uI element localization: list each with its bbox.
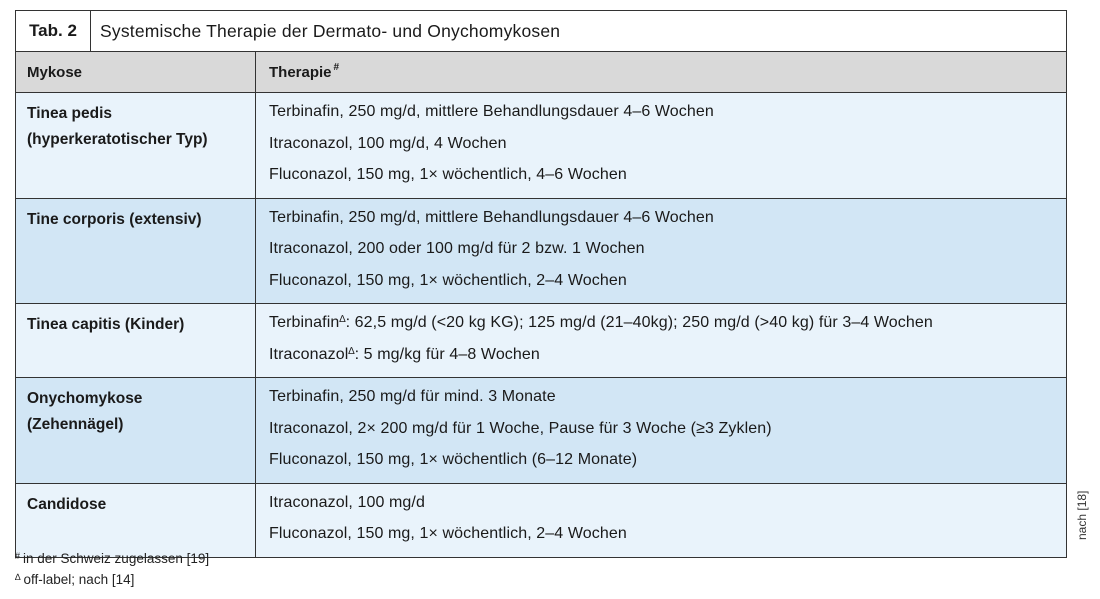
footnotes xyxy=(15,549,209,591)
off-label-mark: ∆ xyxy=(348,345,355,357)
therapie-line xyxy=(269,384,1066,416)
therapie-text: Fluconazol, 150 mg, 1× wöchentlich, 4–6 Wochen xyxy=(269,166,627,183)
mykose-cell xyxy=(16,378,256,483)
drug-name: Terbinafin xyxy=(269,314,340,331)
therapie-text: Itraconazol, 2× 200 mg/d für 1 Woche, Pause für 3 Woche (≥3 Zyklen) xyxy=(269,419,772,437)
therapie-line xyxy=(269,99,1066,131)
therapie-text: Fluconazol, 150 mg, 1× wöchentlich (6–12 Monate) xyxy=(269,451,638,468)
mykose-line: Tinea capitis (Kinder) xyxy=(27,316,185,333)
therapie-line xyxy=(269,236,1066,268)
header-therapie-label: Therapie xyxy=(269,63,332,81)
therapie-text: Terbinafin, 250 mg/d für mind. 3 Monate xyxy=(269,388,556,405)
header-therapie-mark: # xyxy=(333,61,340,73)
mykose-cell xyxy=(16,484,256,557)
footnote-1-text: in der Schweiz zugelassen [19] xyxy=(23,551,210,566)
therapie-line xyxy=(269,205,1066,237)
off-label-mark: ∆ xyxy=(339,314,346,325)
therapie-line xyxy=(269,521,1066,553)
therapie-line xyxy=(269,416,1066,448)
table-row xyxy=(16,199,1066,305)
therapie-text: Terbinafin, 250 mg/d, mittlere Behandlungsdauer 4–6 Wochen xyxy=(269,103,714,120)
table-number: Tab. 2 xyxy=(16,11,91,51)
therapie-cell xyxy=(256,93,1066,198)
therapie-line xyxy=(269,131,1066,163)
mykose-line: Tine corporis (extensiv) xyxy=(27,210,202,228)
therapie-line xyxy=(269,342,1066,374)
table-body xyxy=(16,93,1066,557)
mykose-cell xyxy=(16,199,256,304)
therapie-line xyxy=(269,162,1066,194)
therapy-table xyxy=(15,10,1067,558)
therapie-cell xyxy=(256,484,1066,557)
mykose-line: Onychomykose xyxy=(27,390,143,407)
header-therapie xyxy=(256,52,1066,92)
mykose-cell xyxy=(16,304,256,377)
table-row xyxy=(16,304,1066,378)
table-header xyxy=(16,52,1066,93)
therapie-line xyxy=(269,490,1066,522)
mykose-line: (hyperkeratotischer Typ) xyxy=(27,131,208,148)
therapie-text: Itraconazol, 100 mg/d xyxy=(269,493,425,511)
table-titlebar xyxy=(16,11,1066,52)
therapie-text: Itraconazol, 200 oder 100 mg/d für 2 bzw. 1 Wochen xyxy=(269,240,645,257)
therapie-line xyxy=(269,447,1066,479)
table-row xyxy=(16,93,1066,199)
therapie-cell xyxy=(256,304,1066,377)
therapie-line xyxy=(269,310,1066,342)
footnote-1-mark: # xyxy=(15,551,21,561)
therapie-text: : 62,5 mg/d (<20 kg KG); 125 mg/d (21–40kg); 250 mg/d (>40 kg) für 3–4 Wochen xyxy=(345,314,933,331)
footnote-2-text: off-label; nach [14] xyxy=(23,572,135,587)
therapie-cell xyxy=(256,378,1066,483)
header-mykose: Mykose xyxy=(16,52,256,92)
source-note: nach [18] xyxy=(1075,490,1089,540)
mykose-line: (Zehennägel) xyxy=(27,416,124,433)
therapie-text: : 5 mg/kg für 4–8 Wochen xyxy=(354,345,540,363)
therapie-text: Itraconazol, 100 mg/d, 4 Wochen xyxy=(269,134,507,152)
footnote-1 xyxy=(15,549,209,570)
drug-name: Itraconazol xyxy=(269,345,349,363)
table-title: Systemische Therapie der Dermato- und Onychomykosen xyxy=(100,20,561,41)
footnote-2 xyxy=(15,570,209,591)
mykose-cell xyxy=(16,93,256,198)
table-row xyxy=(16,378,1066,484)
footnote-2-mark: ∆ xyxy=(15,572,21,582)
therapie-line xyxy=(269,268,1066,300)
therapie-text: Fluconazol, 150 mg, 1× wöchentlich, 2–4 Wochen xyxy=(269,525,627,542)
therapie-cell xyxy=(256,199,1066,304)
mykose-line: Candidose xyxy=(27,495,107,513)
therapie-text: Fluconazol, 150 mg, 1× wöchentlich, 2–4 Wochen xyxy=(269,271,627,289)
mykose-line: Tinea pedis xyxy=(27,105,112,122)
table-row xyxy=(16,484,1066,557)
therapie-text: Terbinafin, 250 mg/d, mittlere Behandlungsdauer 4–6 Wochen xyxy=(269,208,714,226)
